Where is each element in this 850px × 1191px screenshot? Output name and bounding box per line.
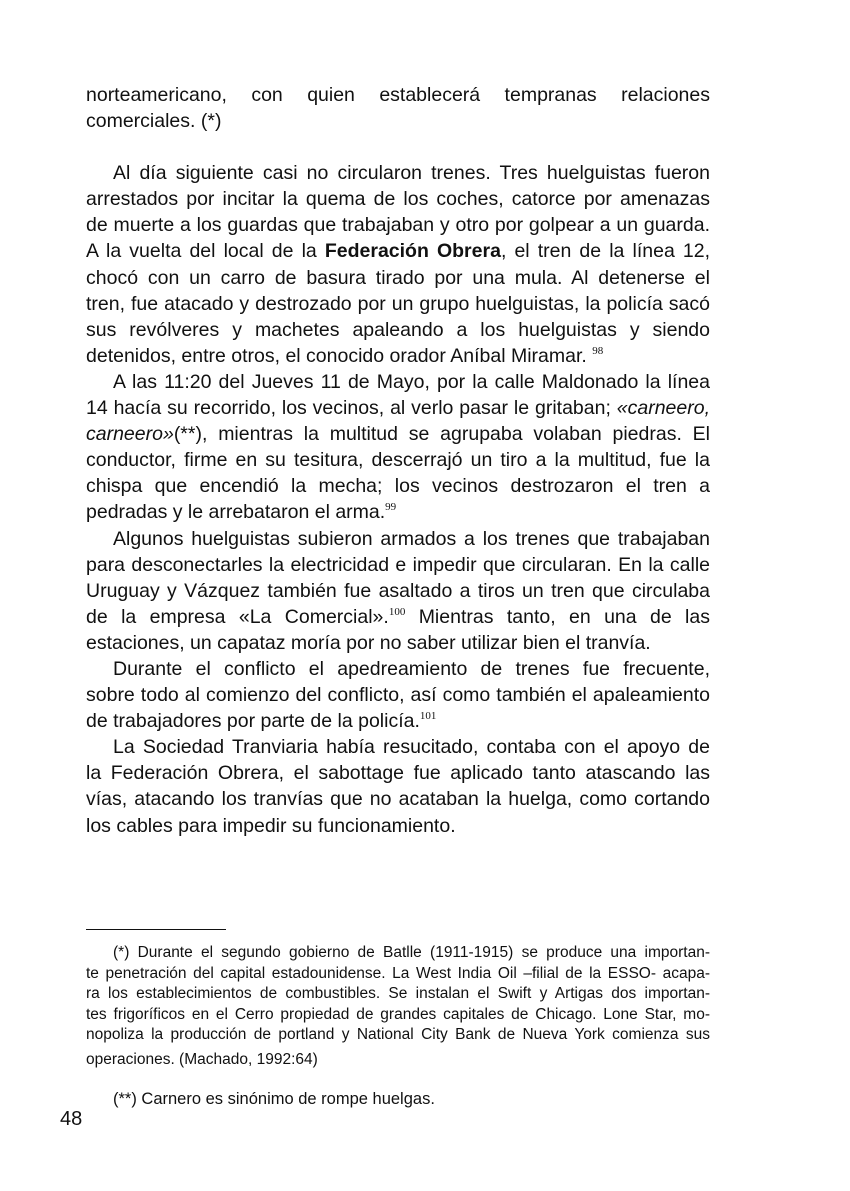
- footnote-2: (**) Carnero es sinónimo de rompe huelgas.: [113, 1090, 435, 1108]
- text-line: Uruguay y Vázquez también fue asaltado a tiros un tren que circulaba: [86, 579, 710, 602]
- text-line: sus revólveres y machetes apaleando a los huelguistas y siendo: [86, 318, 710, 341]
- text-line: de la empresa «La Comercial».$^{100}$ Mientras tanto, en una de las: [86, 605, 710, 628]
- footnote-line: operaciones. (Machado, 1992:64): [86, 1050, 318, 1068]
- text-line: A la vuelta del local de la Federación Obrera, el tren de la línea 12,: [86, 240, 710, 263]
- page-number: 48: [60, 1108, 83, 1130]
- footnote-ref: 98: [592, 344, 604, 357]
- footnote-line: (*) Durante el segundo gobierno de Batlle (1911-1915) se produce una importan-: [113, 944, 710, 961]
- text-line: A las 11:20 del Jueves 11 de Mayo, por la calle Maldonado la línea: [113, 370, 710, 393]
- text-line: de trabajadores por parte de la policía.$^{101}$: [86, 710, 437, 733]
- text-line: chispa que encendió la mecha; los vecinos destrozaron el tren a: [86, 475, 710, 498]
- text-line: tren, fue atacado y destrozado por un grupo huelguistas, la policía sacó: [86, 292, 710, 315]
- footnote-line: te penetración del capital estadounidense. La West India Oil –filial de la ESSO- acapa-: [86, 964, 710, 982]
- bold-term: Federación Obrera: [324, 240, 501, 263]
- text-line: los cables para impedir su funcionamiento.: [86, 814, 456, 837]
- text-line: comerciales. (*): [86, 110, 222, 133]
- text-line: la Federación Obrera, el sabottage fue aplicado tanto atascando las: [86, 762, 710, 785]
- footnotes: [86, 943, 710, 1110]
- main-text: [86, 82, 710, 839]
- text-line: arrestados por incitar la quema de los coches, catorce por amenazas: [86, 188, 710, 211]
- footnote-line: nopoliza la producción de portland y National City Bank de Nueva York comienza sus: [86, 1026, 710, 1043]
- text-line: chocó con un carro de basura tirado por una mula. Al detenerse el: [86, 266, 710, 289]
- text-line: Durante el conflicto el apedreamiento de trenes fue frecuente,: [113, 657, 710, 680]
- text-line: norteamericano, con quien establecerá tempranas relaciones: [86, 84, 710, 106]
- text-line: sobre todo al comienzo del conflicto, así como también el apaleamiento: [86, 684, 710, 707]
- text-line: Algunos huelguistas subieron armados a los trenes que trabajaban: [113, 527, 710, 550]
- text-line: detenidos, entre otros, el conocido orador Aníbal Miramar. $^{98}$: [86, 344, 604, 367]
- footnote-ref: 100: [388, 605, 406, 618]
- text-line: pedradas y le arrebataron el arma.$^{99}$: [86, 501, 397, 524]
- footnote-line: ra los establecimientos de combustibles. Se instalan el Swift y Artigas dos importan-: [86, 985, 710, 1002]
- footnote-line: tes frigoríficos en el Cerro propiedad de grandes capitales de Chicago. Lone Star, mo-: [86, 1005, 710, 1023]
- footnote-divider: [86, 929, 226, 930]
- text-line: estaciones, un capataz moría por no saber utilizar bien el tranvía.: [86, 631, 651, 654]
- text-line: La Sociedad Tranviaria había resucitado, contaba con el apoyo de: [113, 736, 710, 759]
- text-line: de muerte a los guardas que trabajaban y otro por golpear a un guarda.: [86, 214, 710, 237]
- text-line: conductor, firme en su tesitura, descerrajó un tiro a la multitud, fue la: [86, 449, 710, 472]
- text-line: 14 hacía su recorrido, los vecinos, al verlo pasar le gritaban; «carneero,: [86, 397, 710, 420]
- footnote-ref: 99: [385, 501, 397, 514]
- text-line: para desconectarles la electricidad e impedir que circularan. En la calle: [86, 553, 710, 576]
- text-line: Al día siguiente casi no circularon trenes. Tres huelguistas fueron: [113, 162, 710, 185]
- text-line: vías, atacando los tranvías que no acataban la huelga, como cortando: [86, 788, 710, 811]
- footnote-ref: 101: [419, 710, 437, 723]
- text-line: carneero»(**), mientras la multitud se agrupaba volaban piedras. El: [86, 423, 710, 446]
